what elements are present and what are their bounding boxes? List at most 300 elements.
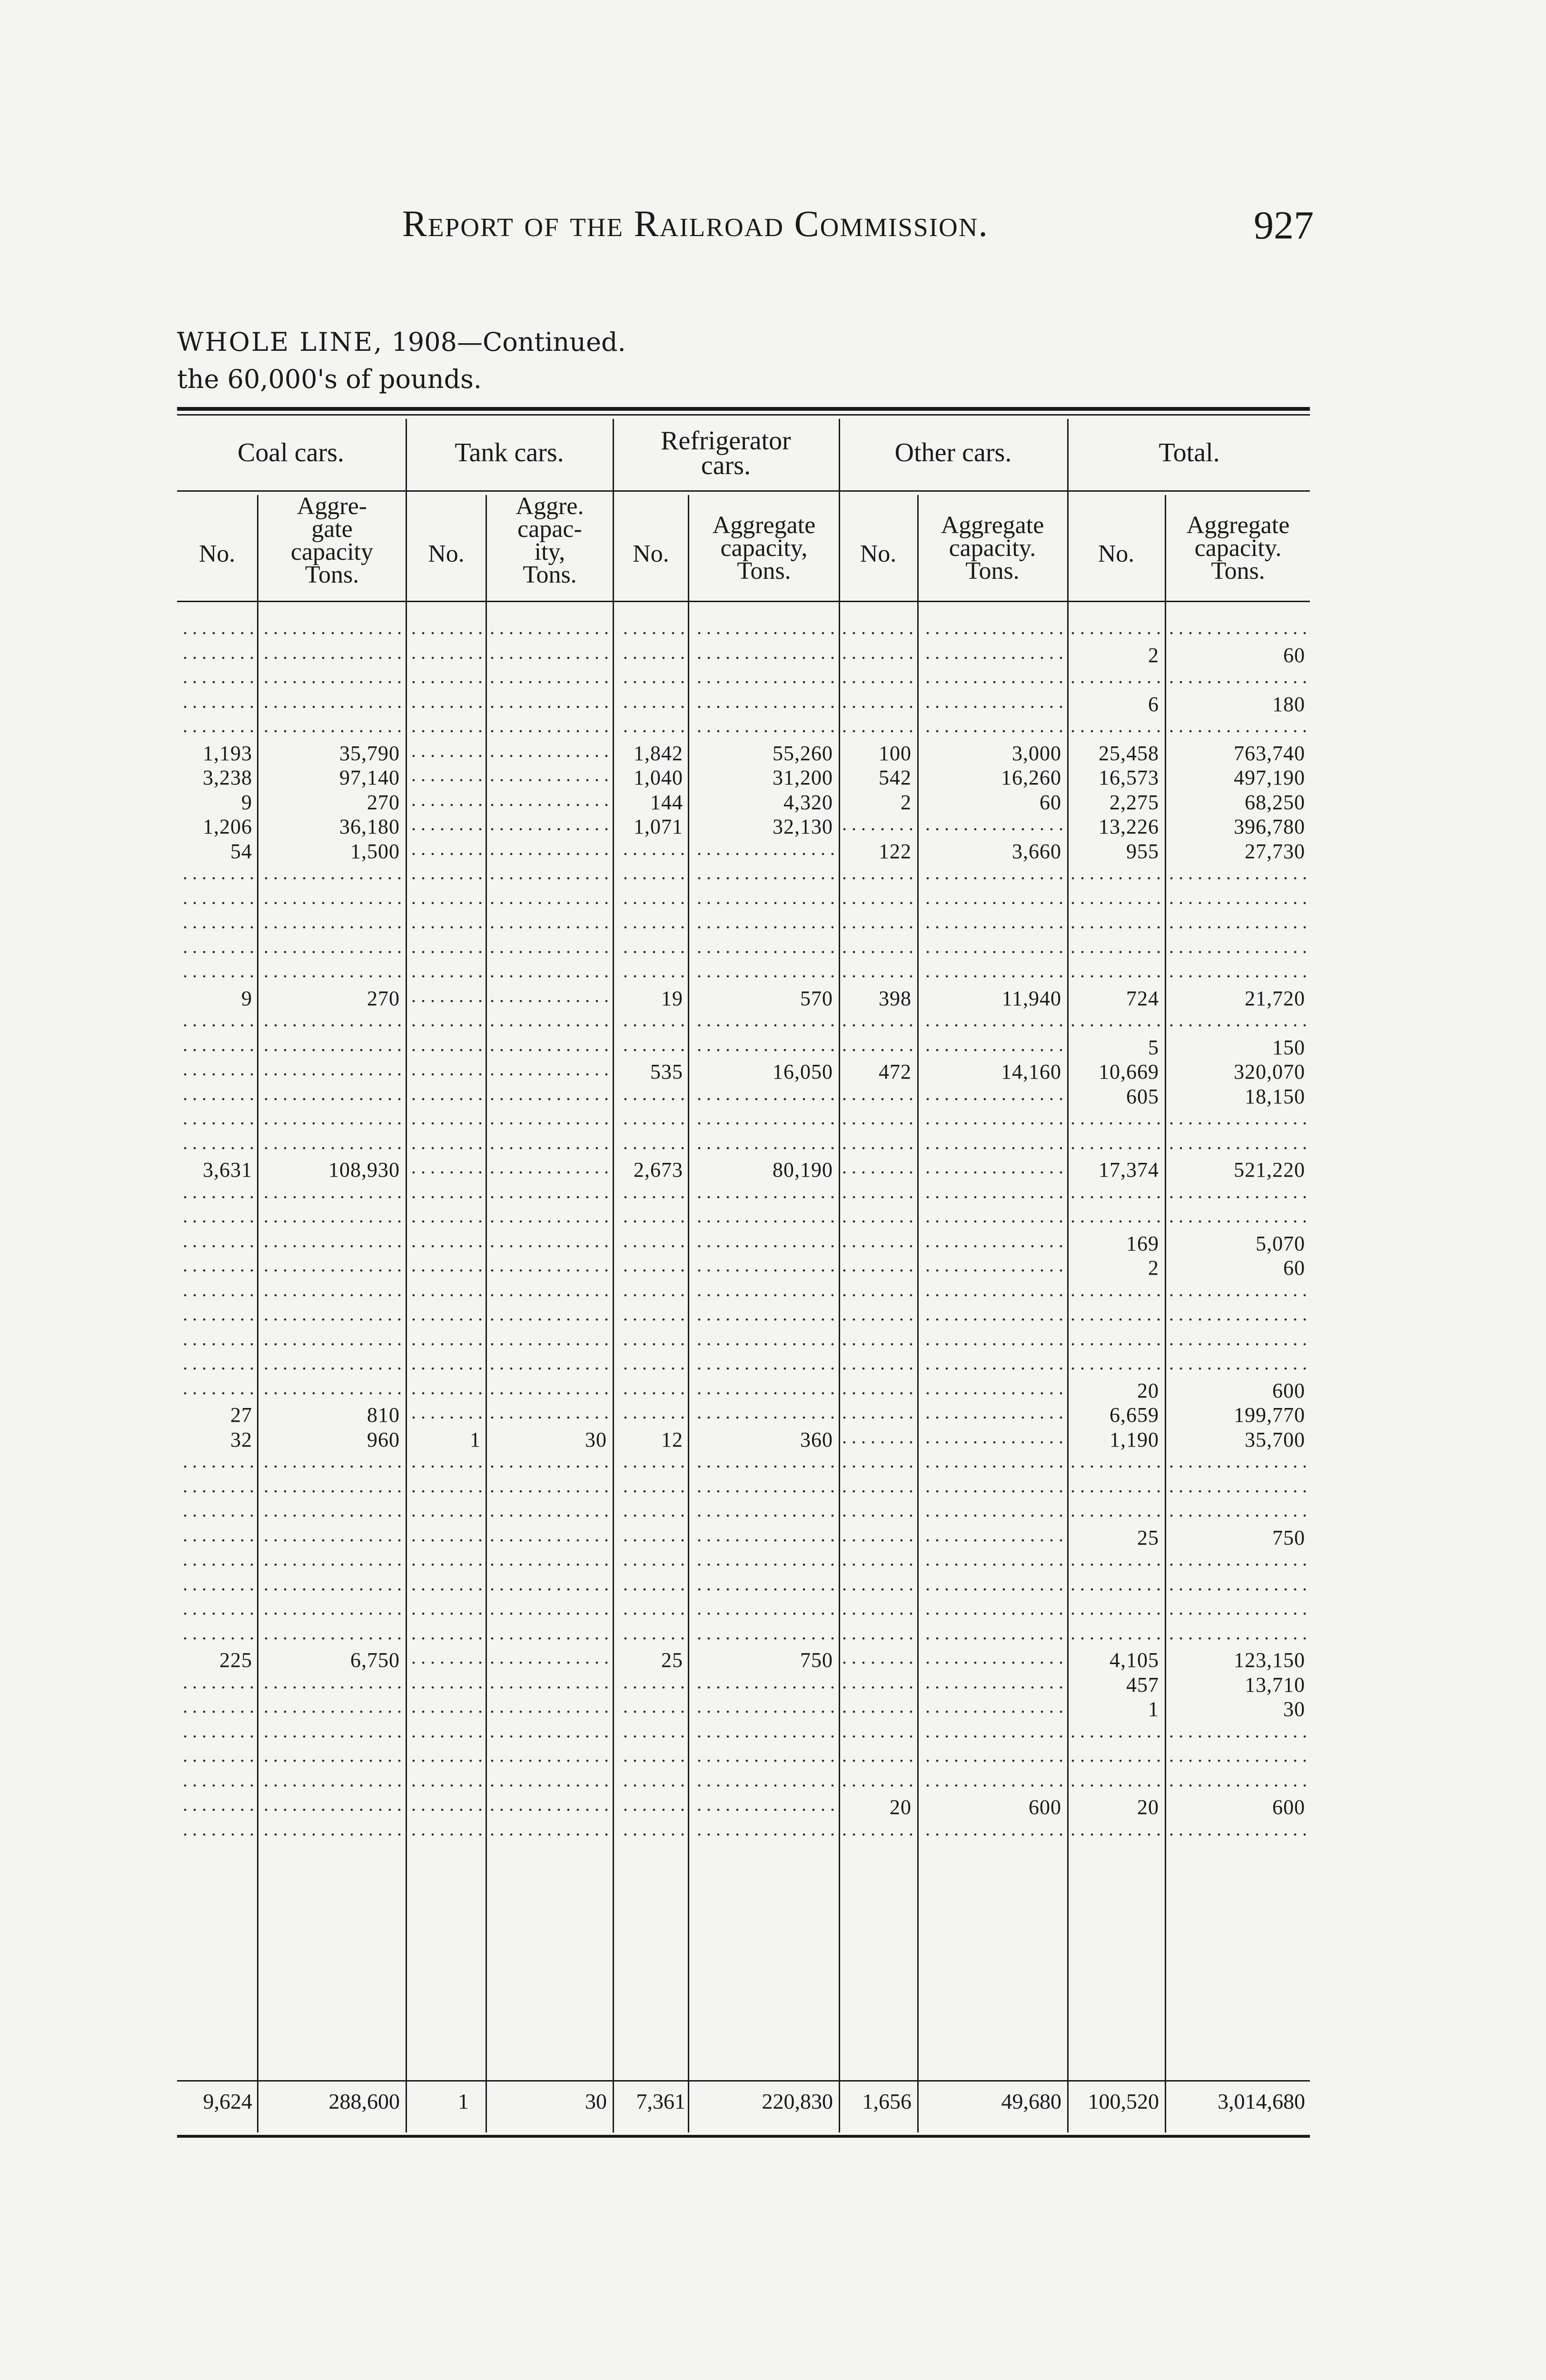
table-cell: 3,000 bbox=[1012, 741, 1061, 765]
table-cell: 605 bbox=[1126, 1084, 1159, 1108]
table-cell: 1,190 bbox=[1110, 1428, 1159, 1451]
dot-leader bbox=[922, 1501, 1063, 1525]
title-year: 1908—Continued. bbox=[391, 327, 626, 357]
dot-leader bbox=[922, 717, 1063, 741]
dot-leader bbox=[262, 1795, 402, 1819]
dot-leader bbox=[410, 1599, 483, 1623]
coal-cap-column bbox=[259, 619, 405, 2121]
dot-leader bbox=[617, 1501, 685, 1525]
dot-leader bbox=[922, 1624, 1063, 1648]
dot-leader bbox=[693, 938, 835, 962]
dot-leader bbox=[922, 1134, 1063, 1158]
dot-leader bbox=[262, 1207, 402, 1231]
dot-leader bbox=[843, 1746, 913, 1770]
dot-leader bbox=[262, 962, 402, 986]
table-cell: 3,238 bbox=[203, 766, 252, 789]
dot-leader bbox=[410, 864, 483, 888]
dot-leader bbox=[693, 1746, 835, 1770]
dot-leader bbox=[1071, 1183, 1161, 1207]
table-cell: 9 bbox=[241, 790, 252, 814]
table-cell: 16,573 bbox=[1099, 766, 1159, 789]
dot-leader bbox=[180, 1722, 254, 1746]
dot-leader bbox=[491, 693, 609, 716]
dot-leader bbox=[922, 1232, 1063, 1256]
total-ref-cap: 220,830 bbox=[762, 2089, 833, 2113]
dot-leader bbox=[617, 1771, 685, 1795]
table-cell: 60 bbox=[1283, 1256, 1305, 1279]
other-cap-header-3: Tons. bbox=[965, 557, 1020, 585]
dot-leader bbox=[1071, 1109, 1161, 1133]
tank-cap-column bbox=[488, 619, 612, 2121]
dot-leader bbox=[617, 1673, 685, 1697]
dot-leader bbox=[843, 1305, 913, 1329]
dot-leader bbox=[410, 1746, 483, 1770]
total-coal-cap: 288,600 bbox=[328, 2089, 400, 2113]
total-cap-column bbox=[1166, 619, 1310, 2121]
dot-leader bbox=[843, 1207, 913, 1231]
dot-leader bbox=[922, 1011, 1063, 1035]
dot-leader bbox=[1169, 864, 1307, 888]
dot-leader bbox=[922, 1477, 1063, 1501]
dot-leader bbox=[693, 1109, 835, 1133]
dot-leader bbox=[491, 1746, 609, 1770]
dot-leader bbox=[410, 840, 483, 863]
dot-leader bbox=[922, 1158, 1063, 1182]
dot-leader bbox=[843, 889, 913, 912]
dot-leader bbox=[410, 1673, 483, 1697]
dot-leader bbox=[922, 938, 1063, 962]
dot-leader bbox=[491, 619, 609, 643]
table-cell: 472 bbox=[879, 1060, 912, 1083]
dot-leader bbox=[693, 1232, 835, 1256]
table-cell: 521,220 bbox=[1234, 1158, 1305, 1181]
dot-leader bbox=[922, 1085, 1063, 1109]
table-cell: 150 bbox=[1272, 1035, 1305, 1059]
dot-leader bbox=[843, 1354, 913, 1378]
dot-leader bbox=[617, 938, 685, 962]
table-cell: 810 bbox=[367, 1403, 400, 1427]
dot-leader bbox=[491, 1330, 609, 1354]
table-cell: 1 bbox=[1148, 1697, 1159, 1721]
dot-leader bbox=[491, 889, 609, 912]
dot-leader bbox=[922, 1452, 1063, 1476]
dot-leader bbox=[693, 1183, 835, 1207]
dot-leader bbox=[922, 1550, 1063, 1574]
vrule-ref bbox=[688, 495, 689, 2132]
group-header-refrigerator-line2: cars. bbox=[701, 451, 751, 480]
dot-leader bbox=[410, 1011, 483, 1035]
dot-leader bbox=[262, 1501, 402, 1525]
total-cap-header-1: Aggregate bbox=[1186, 512, 1290, 539]
vrule-coal bbox=[257, 495, 258, 2132]
table-cell: 17,374 bbox=[1099, 1158, 1159, 1181]
total-no-column bbox=[1069, 619, 1164, 2121]
table-cell: 6,750 bbox=[350, 1648, 400, 1672]
dot-leader bbox=[262, 1550, 402, 1574]
dot-leader bbox=[1169, 1771, 1307, 1795]
table-cell: 1,206 bbox=[203, 815, 252, 838]
dot-leader bbox=[180, 1183, 254, 1207]
dot-leader bbox=[1071, 1477, 1161, 1501]
dot-leader bbox=[410, 1648, 483, 1672]
table-cell: 1,500 bbox=[350, 839, 400, 863]
dot-leader bbox=[1169, 1624, 1307, 1648]
table-cell: 225 bbox=[219, 1648, 252, 1672]
dot-leader bbox=[693, 864, 835, 888]
dot-leader bbox=[491, 1060, 609, 1084]
dot-leader bbox=[843, 1379, 913, 1403]
table-cell: 4,105 bbox=[1110, 1648, 1159, 1672]
dot-leader bbox=[617, 1526, 685, 1550]
table-cell: 2,673 bbox=[634, 1158, 683, 1181]
dot-leader bbox=[491, 1501, 609, 1525]
page-number: 927 bbox=[1254, 203, 1314, 248]
dot-leader bbox=[617, 717, 685, 741]
dot-leader bbox=[693, 644, 835, 667]
table-cell: 80,190 bbox=[773, 1158, 833, 1181]
dot-leader bbox=[617, 1722, 685, 1746]
dot-leader bbox=[1071, 1452, 1161, 1476]
dot-leader bbox=[843, 1820, 913, 1844]
page-header bbox=[402, 202, 1314, 255]
dot-leader bbox=[262, 1330, 402, 1354]
table-cell: 25,458 bbox=[1099, 741, 1159, 765]
table-cell: 2,275 bbox=[1110, 790, 1159, 814]
dot-leader bbox=[262, 1036, 402, 1060]
dot-leader bbox=[1169, 1183, 1307, 1207]
table-cell: 13,710 bbox=[1245, 1673, 1305, 1696]
ref-cap-header-3: Tons. bbox=[737, 557, 791, 585]
dot-leader bbox=[491, 1795, 609, 1819]
dot-leader bbox=[410, 693, 483, 716]
table-cell: 10,669 bbox=[1099, 1060, 1159, 1083]
dot-leader bbox=[491, 1207, 609, 1231]
table-cell: 32,130 bbox=[773, 815, 833, 838]
dot-leader bbox=[693, 1036, 835, 1060]
dot-leader bbox=[410, 1501, 483, 1525]
dot-leader bbox=[410, 1722, 483, 1746]
dot-leader bbox=[180, 1575, 254, 1599]
dot-leader bbox=[617, 1232, 685, 1256]
dot-leader bbox=[180, 889, 254, 912]
dot-leader bbox=[1071, 1575, 1161, 1599]
dot-leader bbox=[1169, 1011, 1307, 1035]
dot-leader bbox=[262, 1820, 402, 1844]
dot-leader bbox=[922, 864, 1063, 888]
table-cell: 144 bbox=[650, 790, 683, 814]
dot-leader bbox=[410, 1183, 483, 1207]
table-cell: 3,631 bbox=[203, 1158, 252, 1181]
dot-leader bbox=[843, 1281, 913, 1305]
dot-leader bbox=[922, 693, 1063, 716]
total-total-no: 100,520 bbox=[1088, 2089, 1159, 2113]
table-cell: 122 bbox=[879, 839, 912, 863]
dot-leader bbox=[410, 1281, 483, 1305]
dot-leader bbox=[262, 1379, 402, 1403]
dot-leader bbox=[617, 1575, 685, 1599]
table-cell: 60 bbox=[1040, 790, 1061, 814]
dot-leader bbox=[180, 1771, 254, 1795]
dot-leader bbox=[262, 1281, 402, 1305]
dot-leader bbox=[693, 1526, 835, 1550]
dot-leader bbox=[410, 1771, 483, 1795]
other-cap-header-2: capacity. bbox=[949, 535, 1036, 562]
dot-leader bbox=[491, 644, 609, 667]
dot-leader bbox=[693, 1354, 835, 1378]
dot-leader bbox=[410, 1330, 483, 1354]
dot-leader bbox=[491, 1256, 609, 1280]
dot-leader bbox=[491, 840, 609, 863]
dot-leader bbox=[843, 1428, 913, 1452]
dot-leader bbox=[1169, 668, 1307, 692]
dot-leader bbox=[617, 1403, 685, 1427]
dot-leader bbox=[1071, 1550, 1161, 1574]
dot-leader bbox=[922, 1305, 1063, 1329]
dot-leader bbox=[617, 668, 685, 692]
table-cell: 1,193 bbox=[203, 741, 252, 765]
dot-leader bbox=[410, 1697, 483, 1721]
dot-leader bbox=[1071, 717, 1161, 741]
table-cell: 2 bbox=[1148, 1256, 1159, 1279]
dot-leader bbox=[1071, 1771, 1161, 1795]
dot-leader bbox=[262, 1060, 402, 1084]
table-cell: 55,260 bbox=[773, 741, 833, 765]
dot-leader bbox=[180, 1134, 254, 1158]
dot-leader bbox=[617, 693, 685, 716]
dot-leader bbox=[922, 644, 1063, 667]
dot-leader bbox=[410, 791, 483, 814]
dot-leader bbox=[1071, 1354, 1161, 1378]
dot-leader bbox=[1071, 913, 1161, 937]
dot-leader bbox=[922, 1403, 1063, 1427]
dot-leader bbox=[1071, 1281, 1161, 1305]
dot-leader bbox=[693, 1550, 835, 1574]
table-cell: 600 bbox=[1272, 1795, 1305, 1819]
dot-leader bbox=[491, 1085, 609, 1109]
dot-leader bbox=[843, 1648, 913, 1672]
dot-leader bbox=[693, 1477, 835, 1501]
table-cell: 21,720 bbox=[1245, 986, 1305, 1010]
dot-leader bbox=[1071, 1501, 1161, 1525]
dot-leader bbox=[1169, 1207, 1307, 1231]
dot-leader bbox=[843, 1722, 913, 1746]
dot-leader bbox=[491, 815, 609, 839]
other-no-header: No. bbox=[860, 540, 897, 567]
dot-leader bbox=[1169, 1134, 1307, 1158]
table-cell: 6,659 bbox=[1110, 1403, 1159, 1427]
dot-leader bbox=[693, 1795, 835, 1819]
table-cell: 2 bbox=[901, 790, 912, 814]
dot-leader bbox=[262, 938, 402, 962]
dot-leader bbox=[617, 1305, 685, 1329]
dot-leader bbox=[843, 1477, 913, 1501]
dot-leader bbox=[410, 1207, 483, 1231]
dot-leader bbox=[617, 1109, 685, 1133]
dot-leader bbox=[1071, 668, 1161, 692]
table-cell: 169 bbox=[1126, 1231, 1159, 1255]
total-tank-no: 1 bbox=[458, 2089, 469, 2113]
dot-leader bbox=[843, 1256, 913, 1280]
dot-leader bbox=[693, 1305, 835, 1329]
dot-leader bbox=[1071, 1134, 1161, 1158]
table-cell: 20 bbox=[1137, 1378, 1159, 1402]
table-cell: 960 bbox=[367, 1428, 400, 1451]
table-cell: 535 bbox=[650, 1060, 683, 1083]
dot-leader bbox=[693, 889, 835, 912]
dot-leader bbox=[1169, 1575, 1307, 1599]
dot-leader bbox=[843, 1599, 913, 1623]
dot-leader bbox=[491, 1354, 609, 1378]
table-cell: 5,070 bbox=[1256, 1231, 1305, 1255]
dot-leader bbox=[693, 1207, 835, 1231]
dot-leader bbox=[180, 717, 254, 741]
dot-leader bbox=[180, 1795, 254, 1819]
dot-leader bbox=[491, 791, 609, 814]
dot-leader bbox=[1169, 962, 1307, 986]
table-cell: 5 bbox=[1148, 1035, 1159, 1059]
dot-leader bbox=[180, 1624, 254, 1648]
dot-leader bbox=[491, 1771, 609, 1795]
dot-leader bbox=[843, 1158, 913, 1182]
dot-leader bbox=[617, 1183, 685, 1207]
total-coal-no: 9,624 bbox=[203, 2089, 252, 2113]
table-cell: 27 bbox=[230, 1403, 252, 1427]
dot-leader bbox=[922, 1183, 1063, 1207]
table-cell: 108,930 bbox=[328, 1158, 400, 1181]
table-cell: 123,150 bbox=[1234, 1648, 1305, 1672]
coal-cap-header-4: Tons. bbox=[305, 561, 359, 588]
dot-leader bbox=[693, 1501, 835, 1525]
dot-leader bbox=[180, 864, 254, 888]
dot-leader bbox=[1071, 864, 1161, 888]
dot-leader bbox=[262, 1624, 402, 1648]
coal-cap-header-3: capacity bbox=[290, 538, 374, 565]
total-ref-no: 7,361 bbox=[636, 2089, 685, 2113]
dot-leader bbox=[491, 742, 609, 765]
dot-leader bbox=[262, 1526, 402, 1550]
dot-leader bbox=[693, 1697, 835, 1721]
dot-leader bbox=[922, 1036, 1063, 1060]
dot-leader bbox=[843, 1011, 913, 1035]
dot-leader bbox=[922, 1771, 1063, 1795]
dot-leader bbox=[410, 717, 483, 741]
dot-leader bbox=[693, 840, 835, 863]
table-cell: 750 bbox=[1272, 1526, 1305, 1549]
table-cell: 2 bbox=[1148, 643, 1159, 667]
other-cap-header bbox=[919, 514, 1066, 583]
title-line-2: the 60,000's of pounds. bbox=[177, 364, 482, 394]
group-header-total: Total. bbox=[1159, 438, 1220, 467]
dot-leader bbox=[410, 1477, 483, 1501]
dot-leader bbox=[922, 668, 1063, 692]
table-cell: 11,940 bbox=[1001, 986, 1061, 1010]
dot-leader bbox=[1169, 717, 1307, 741]
dot-leader bbox=[262, 1697, 402, 1721]
dot-leader bbox=[180, 1673, 254, 1697]
dot-leader bbox=[1169, 1109, 1307, 1133]
dot-leader bbox=[1169, 1354, 1307, 1378]
dot-leader bbox=[1169, 1722, 1307, 1746]
dot-leader bbox=[180, 1550, 254, 1574]
dot-leader bbox=[617, 889, 685, 912]
dot-leader bbox=[262, 1305, 402, 1329]
dot-leader bbox=[491, 1526, 609, 1550]
dot-leader bbox=[410, 1795, 483, 1819]
dot-leader bbox=[1169, 1305, 1307, 1329]
total-total-cap: 3,014,680 bbox=[1218, 2089, 1305, 2113]
dot-leader bbox=[491, 717, 609, 741]
dot-leader bbox=[617, 1354, 685, 1378]
table-cell: 19 bbox=[661, 986, 683, 1010]
dot-leader bbox=[180, 1281, 254, 1305]
dot-leader bbox=[262, 644, 402, 667]
dot-leader bbox=[922, 1722, 1063, 1746]
dot-leader bbox=[180, 1526, 254, 1550]
dot-leader bbox=[617, 1452, 685, 1476]
dot-leader bbox=[180, 1820, 254, 1844]
dot-leader bbox=[180, 913, 254, 937]
dot-leader bbox=[617, 1379, 685, 1403]
table-cell: 570 bbox=[800, 986, 833, 1010]
dot-leader bbox=[693, 668, 835, 692]
top-rule-thick bbox=[177, 407, 1310, 411]
dot-leader bbox=[1169, 1820, 1307, 1844]
table-cell: 180 bbox=[1272, 692, 1305, 716]
dot-leader bbox=[180, 1697, 254, 1721]
dot-leader bbox=[491, 987, 609, 1011]
dot-leader bbox=[180, 1207, 254, 1231]
dot-leader bbox=[693, 1011, 835, 1035]
dot-leader bbox=[491, 1379, 609, 1403]
dot-leader bbox=[410, 987, 483, 1011]
dot-leader bbox=[410, 1085, 483, 1109]
dot-leader bbox=[180, 668, 254, 692]
table-cell: 457 bbox=[1126, 1673, 1159, 1696]
table-cell: 396,780 bbox=[1234, 815, 1305, 838]
table-cell: 30 bbox=[1283, 1697, 1305, 1721]
dot-leader bbox=[617, 1820, 685, 1844]
dot-leader bbox=[922, 619, 1063, 643]
dot-leader bbox=[491, 1648, 609, 1672]
dot-leader bbox=[617, 619, 685, 643]
dot-leader bbox=[617, 1256, 685, 1280]
dot-leader bbox=[410, 889, 483, 912]
dot-leader bbox=[922, 1820, 1063, 1844]
dot-leader bbox=[922, 1648, 1063, 1672]
other-cap-column bbox=[919, 619, 1066, 2121]
dot-leader bbox=[491, 1403, 609, 1427]
tank-cap-header-4: Tons. bbox=[523, 561, 577, 588]
table-cell: 4,320 bbox=[783, 790, 833, 814]
dot-leader bbox=[491, 1722, 609, 1746]
dot-leader bbox=[617, 1134, 685, 1158]
dot-leader bbox=[262, 1722, 402, 1746]
table-cell: 35,700 bbox=[1245, 1428, 1305, 1451]
dot-leader bbox=[491, 1158, 609, 1182]
tank-no-column bbox=[407, 619, 486, 2121]
dot-leader bbox=[843, 1771, 913, 1795]
table-cell: 13,226 bbox=[1099, 815, 1159, 838]
dot-leader bbox=[410, 815, 483, 839]
dot-leader bbox=[1071, 1722, 1161, 1746]
table-cell: 35,790 bbox=[339, 741, 400, 765]
dot-leader bbox=[410, 1305, 483, 1329]
dot-leader bbox=[1071, 1330, 1161, 1354]
dot-leader bbox=[922, 1281, 1063, 1305]
table-cell: 30 bbox=[585, 1428, 607, 1451]
dot-leader bbox=[262, 668, 402, 692]
table-cell: 60 bbox=[1283, 643, 1305, 667]
